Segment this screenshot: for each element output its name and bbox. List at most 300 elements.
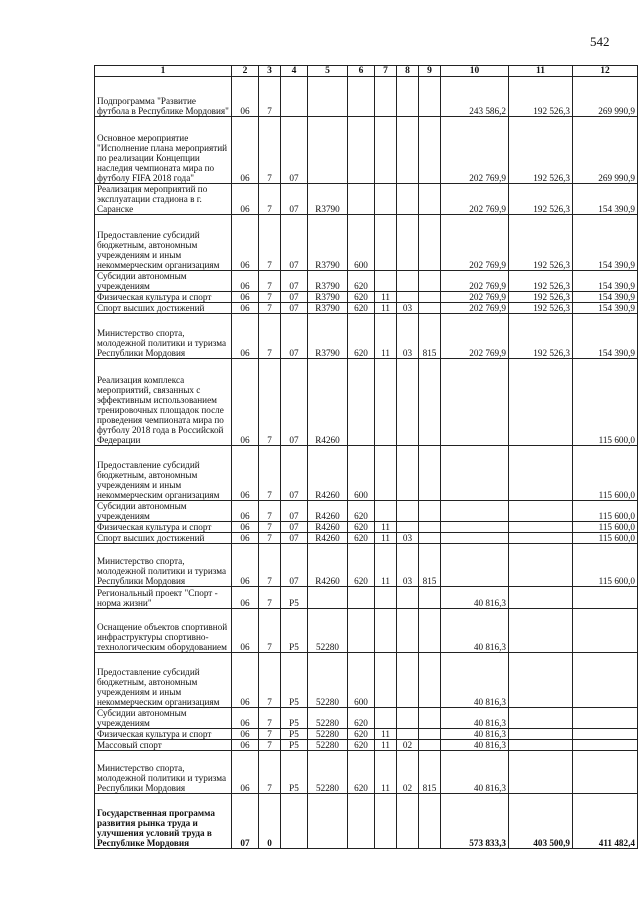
- amount-year-2: [509, 708, 573, 729]
- code-grbs: [419, 303, 441, 314]
- row-name: Предоставление субсидий бюджетным, автономным учреждениям и иным некоммерческим организациям: [95, 653, 232, 708]
- code-pp: 7: [259, 653, 281, 708]
- table-row: [95, 292, 638, 303]
- code-pr: [397, 522, 419, 533]
- code-direction: 52280: [308, 653, 348, 708]
- amount-year-2: [509, 587, 573, 609]
- code-pp: 7: [259, 184, 281, 215]
- code-om: 07: [281, 303, 308, 314]
- code-rz: 11: [375, 522, 397, 533]
- code-om: P5: [281, 729, 308, 740]
- amount-year-2: [509, 446, 573, 501]
- code-vr: 620: [348, 533, 375, 544]
- code-vr: 620: [348, 292, 375, 303]
- amount-year-1: 40 816,3: [441, 708, 509, 729]
- code-om: 07: [281, 359, 308, 446]
- code-rz: 11: [375, 751, 397, 794]
- row-name: Спорт высших достижений: [95, 533, 232, 544]
- code-gp: 06: [232, 501, 259, 522]
- amount-year-2: [509, 609, 573, 653]
- code-om: 07: [281, 117, 308, 184]
- code-rz: [375, 794, 397, 849]
- code-pr: [397, 215, 419, 271]
- amount-year-3: [573, 729, 638, 740]
- code-pr: 03: [397, 303, 419, 314]
- code-gp: 06: [232, 271, 259, 292]
- budget-table: [94, 65, 638, 849]
- amount-year-2: [509, 729, 573, 740]
- amount-year-1: 40 816,3: [441, 740, 509, 751]
- code-vr: 620: [348, 708, 375, 729]
- code-direction: R3790: [308, 292, 348, 303]
- row-name: Предоставление субсидий бюджетным, автономным учреждениям и иным некоммерческим организациям: [95, 446, 232, 501]
- code-direction: R4260: [308, 446, 348, 501]
- code-rz: [375, 117, 397, 184]
- code-grbs: [419, 729, 441, 740]
- row-name: Реализация мероприятий по эксплуатации стадиона в г. Саранске: [95, 184, 232, 215]
- amount-year-3: 269 990,9: [573, 77, 638, 117]
- row-name: Массовый спорт: [95, 740, 232, 751]
- code-om: 07: [281, 446, 308, 501]
- amount-year-1: 40 816,3: [441, 729, 509, 740]
- column-header: 3: [259, 66, 281, 77]
- amount-year-1: 40 816,3: [441, 587, 509, 609]
- table-row: [95, 77, 638, 117]
- code-pr: 03: [397, 544, 419, 587]
- code-pp: 7: [259, 501, 281, 522]
- code-rz: [375, 446, 397, 501]
- code-pp: 7: [259, 314, 281, 359]
- code-vr: 620: [348, 740, 375, 751]
- code-om: 07: [281, 184, 308, 215]
- column-header: 4: [281, 66, 308, 77]
- code-vr: 620: [348, 522, 375, 533]
- column-header: 12: [573, 66, 638, 77]
- amount-year-3: [573, 587, 638, 609]
- code-direction: 52280: [308, 751, 348, 794]
- code-pr: [397, 271, 419, 292]
- amount-year-1: 573 833,3: [441, 794, 509, 849]
- amount-year-3: 411 482,4: [573, 794, 638, 849]
- amount-year-2: [509, 653, 573, 708]
- column-header: 10: [441, 66, 509, 77]
- code-rz: 11: [375, 292, 397, 303]
- code-pp: 7: [259, 215, 281, 271]
- row-name: Спорт высших достижений: [95, 303, 232, 314]
- amount-year-1: 202 769,9: [441, 314, 509, 359]
- code-gp: 06: [232, 609, 259, 653]
- code-pp: 7: [259, 271, 281, 292]
- amount-year-2: [509, 740, 573, 751]
- code-pr: [397, 609, 419, 653]
- code-direction: R4260: [308, 533, 348, 544]
- amount-year-2: [509, 533, 573, 544]
- amount-year-1: 40 816,3: [441, 609, 509, 653]
- code-pp: 7: [259, 609, 281, 653]
- amount-year-3: [573, 653, 638, 708]
- amount-year-3: 154 390,9: [573, 271, 638, 292]
- row-name: Государственная программа развития рынка труда и улучшения условий труда в Республике Мордовия: [95, 794, 232, 849]
- code-pp: 7: [259, 359, 281, 446]
- row-name: Физическая культура и спорт: [95, 292, 232, 303]
- amount-year-2: [509, 359, 573, 446]
- code-grbs: [419, 359, 441, 446]
- amount-year-1: [441, 359, 509, 446]
- amount-year-1: [441, 501, 509, 522]
- code-direction: [308, 587, 348, 609]
- code-gp: 06: [232, 215, 259, 271]
- column-header: 2: [232, 66, 259, 77]
- code-rz: [375, 708, 397, 729]
- code-om: P5: [281, 751, 308, 794]
- code-vr: 620: [348, 314, 375, 359]
- code-pp: 7: [259, 544, 281, 587]
- code-pr: [397, 708, 419, 729]
- code-direction: R3790: [308, 271, 348, 292]
- code-grbs: [419, 609, 441, 653]
- code-rz: [375, 609, 397, 653]
- amount-year-3: [573, 609, 638, 653]
- code-direction: 52280: [308, 729, 348, 740]
- table-row: [95, 729, 638, 740]
- code-pr: [397, 794, 419, 849]
- amount-year-2: 192 526,3: [509, 292, 573, 303]
- amount-year-1: [441, 533, 509, 544]
- amount-year-3: 115 600,0: [573, 501, 638, 522]
- code-pr: [397, 184, 419, 215]
- code-vr: 620: [348, 729, 375, 740]
- column-header: 7: [375, 66, 397, 77]
- code-direction: R4260: [308, 359, 348, 446]
- amount-year-2: 192 526,3: [509, 314, 573, 359]
- code-pp: 7: [259, 587, 281, 609]
- row-name: Предоставление субсидий бюджетным, автономным учреждениям и иным некоммерческим организациям: [95, 215, 232, 271]
- table-row: [95, 751, 638, 794]
- code-grbs: [419, 184, 441, 215]
- row-name: Министерство спорта, молодежной политики и туризма Республики Мордовия: [95, 544, 232, 587]
- code-direction: R4260: [308, 501, 348, 522]
- code-pp: 7: [259, 77, 281, 117]
- code-vr: [348, 794, 375, 849]
- code-vr: [348, 359, 375, 446]
- code-pp: 7: [259, 303, 281, 314]
- code-gp: 06: [232, 708, 259, 729]
- amount-year-3: 154 390,9: [573, 303, 638, 314]
- code-pr: [397, 587, 419, 609]
- code-gp: 06: [232, 729, 259, 740]
- code-direction: 52280: [308, 740, 348, 751]
- amount-year-3: 115 600,0: [573, 522, 638, 533]
- amount-year-1: 40 816,3: [441, 653, 509, 708]
- code-direction: 52280: [308, 708, 348, 729]
- amount-year-3: [573, 740, 638, 751]
- code-grbs: 815: [419, 544, 441, 587]
- code-pr: [397, 117, 419, 184]
- code-gp: 06: [232, 751, 259, 794]
- code-rz: 11: [375, 314, 397, 359]
- code-gp: 06: [232, 303, 259, 314]
- amount-year-2: [509, 522, 573, 533]
- row-name: Министерство спорта, молодежной политики и туризма Республики Мордовия: [95, 314, 232, 359]
- code-gp: 06: [232, 446, 259, 501]
- row-name: Региональный проект "Спорт - норма жизни": [95, 587, 232, 609]
- code-pr: [397, 359, 419, 446]
- code-vr: [348, 587, 375, 609]
- table-row: [95, 184, 638, 215]
- code-vr: 600: [348, 215, 375, 271]
- page-number: 542: [590, 34, 610, 49]
- row-name: Физическая культура и спорт: [95, 522, 232, 533]
- code-vr: 620: [348, 303, 375, 314]
- code-pr: 02: [397, 740, 419, 751]
- code-grbs: [419, 292, 441, 303]
- code-direction: 52280: [308, 609, 348, 653]
- code-gp: 06: [232, 587, 259, 609]
- code-pp: 0: [259, 794, 281, 849]
- code-vr: [348, 77, 375, 117]
- table-row: [95, 359, 638, 446]
- code-direction: R4260: [308, 522, 348, 533]
- code-gp: 06: [232, 522, 259, 533]
- code-vr: [348, 184, 375, 215]
- table-row: [95, 446, 638, 501]
- row-name: Субсидии автономным учреждениям: [95, 271, 232, 292]
- amount-year-1: 202 769,9: [441, 271, 509, 292]
- code-rz: 11: [375, 544, 397, 587]
- code-vr: 620: [348, 544, 375, 587]
- table-row: [95, 544, 638, 587]
- code-rz: [375, 77, 397, 117]
- amount-year-3: 154 390,9: [573, 314, 638, 359]
- code-rz: 11: [375, 303, 397, 314]
- code-grbs: [419, 215, 441, 271]
- code-rz: [375, 184, 397, 215]
- header-row: [95, 66, 638, 77]
- amount-year-1: 40 816,3: [441, 751, 509, 794]
- code-pp: 7: [259, 117, 281, 184]
- code-pp: 7: [259, 729, 281, 740]
- code-vr: 620: [348, 271, 375, 292]
- amount-year-3: 154 390,9: [573, 215, 638, 271]
- code-pr: 03: [397, 533, 419, 544]
- amount-year-2: 403 500,9: [509, 794, 573, 849]
- table-row: [95, 794, 638, 849]
- code-om: [281, 77, 308, 117]
- row-name: Оснащение объектов спортивной инфраструктуры спортивно-технологическим оборудованием: [95, 609, 232, 653]
- row-name: Физическая культура и спорт: [95, 729, 232, 740]
- code-om: 07: [281, 314, 308, 359]
- code-grbs: [419, 708, 441, 729]
- amount-year-1: 202 769,9: [441, 184, 509, 215]
- code-pp: 7: [259, 751, 281, 794]
- code-rz: [375, 359, 397, 446]
- table-row: [95, 653, 638, 708]
- row-name: Министерство спорта, молодежной политики и туризма Республики Мордовия: [95, 751, 232, 794]
- code-rz: 11: [375, 729, 397, 740]
- code-direction: R4260: [308, 544, 348, 587]
- code-gp: 06: [232, 77, 259, 117]
- amount-year-2: 192 526,3: [509, 271, 573, 292]
- code-gp: 06: [232, 314, 259, 359]
- code-om: 07: [281, 544, 308, 587]
- code-vr: 600: [348, 653, 375, 708]
- code-om: P5: [281, 587, 308, 609]
- code-rz: 11: [375, 740, 397, 751]
- amount-year-3: 154 390,9: [573, 292, 638, 303]
- code-pp: 7: [259, 522, 281, 533]
- code-pr: [397, 729, 419, 740]
- code-pr: 03: [397, 314, 419, 359]
- code-grbs: [419, 446, 441, 501]
- code-gp: 07: [232, 794, 259, 849]
- code-om: P5: [281, 609, 308, 653]
- table-row: [95, 740, 638, 751]
- code-om: P5: [281, 740, 308, 751]
- amount-year-3: [573, 708, 638, 729]
- code-grbs: [419, 271, 441, 292]
- column-header: 5: [308, 66, 348, 77]
- code-pr: [397, 446, 419, 501]
- code-om: [281, 794, 308, 849]
- code-grbs: [419, 740, 441, 751]
- code-om: 07: [281, 533, 308, 544]
- row-name: Субсидии автономным учреждениям: [95, 708, 232, 729]
- code-om: 07: [281, 522, 308, 533]
- code-vr: 620: [348, 501, 375, 522]
- row-name: Субсидии автономным учреждениям: [95, 501, 232, 522]
- amount-year-1: [441, 522, 509, 533]
- code-rz: [375, 215, 397, 271]
- code-vr: [348, 117, 375, 184]
- amount-year-1: [441, 446, 509, 501]
- code-direction: R3790: [308, 215, 348, 271]
- code-grbs: [419, 522, 441, 533]
- code-rz: [375, 271, 397, 292]
- code-om: P5: [281, 653, 308, 708]
- code-grbs: [419, 587, 441, 609]
- amount-year-1: 202 769,9: [441, 215, 509, 271]
- table-row: [95, 314, 638, 359]
- row-name: Основное мероприятие "Исполнение плана мероприятий по реализации Концепции наследия чемпионата мира по футболу FIFA 2018 года": [95, 117, 232, 184]
- code-pr: 02: [397, 751, 419, 794]
- row-name: Реализация комплекса мероприятий, связанных с эффективным использованием тренировочных площадок после проведения чемпионата мира по футболу 2018 года в Российской Федерации: [95, 359, 232, 446]
- code-grbs: [419, 533, 441, 544]
- code-pp: 7: [259, 533, 281, 544]
- table-row: [95, 708, 638, 729]
- code-pp: 7: [259, 740, 281, 751]
- code-om: P5: [281, 708, 308, 729]
- code-om: 07: [281, 292, 308, 303]
- code-pr: [397, 653, 419, 708]
- column-header: 8: [397, 66, 419, 77]
- amount-year-2: [509, 544, 573, 587]
- code-grbs: [419, 77, 441, 117]
- code-vr: [348, 609, 375, 653]
- amount-year-2: [509, 751, 573, 794]
- code-direction: [308, 794, 348, 849]
- amount-year-1: [441, 544, 509, 587]
- code-gp: 06: [232, 740, 259, 751]
- table-row: [95, 271, 638, 292]
- column-header: 1: [95, 66, 232, 77]
- amount-year-2: [509, 501, 573, 522]
- amount-year-3: 115 600,0: [573, 359, 638, 446]
- code-direction: [308, 77, 348, 117]
- code-gp: 06: [232, 653, 259, 708]
- code-gp: 06: [232, 184, 259, 215]
- code-pp: 7: [259, 446, 281, 501]
- code-grbs: [419, 117, 441, 184]
- amount-year-3: 269 990,9: [573, 117, 638, 184]
- column-header: 9: [419, 66, 441, 77]
- column-header: 11: [509, 66, 573, 77]
- code-gp: 06: [232, 544, 259, 587]
- amount-year-2: 192 526,3: [509, 215, 573, 271]
- code-rz: [375, 653, 397, 708]
- code-pr: [397, 501, 419, 522]
- code-direction: R3790: [308, 184, 348, 215]
- code-pp: 7: [259, 292, 281, 303]
- column-header: 6: [348, 66, 375, 77]
- code-grbs: [419, 653, 441, 708]
- code-direction: [308, 117, 348, 184]
- table-row: [95, 117, 638, 184]
- row-name: Подпрограмма "Развитие футбола в Республике Мордовия": [95, 77, 232, 117]
- amount-year-1: 202 769,9: [441, 303, 509, 314]
- amount-year-2: 192 526,3: [509, 303, 573, 314]
- amount-year-2: 192 526,3: [509, 77, 573, 117]
- amount-year-3: 115 600,0: [573, 544, 638, 587]
- code-vr: 620: [348, 751, 375, 794]
- table-row: [95, 501, 638, 522]
- amount-year-2: 192 526,3: [509, 184, 573, 215]
- code-grbs: 815: [419, 751, 441, 794]
- code-om: 07: [281, 215, 308, 271]
- code-gp: 06: [232, 117, 259, 184]
- code-direction: R3790: [308, 303, 348, 314]
- code-rz: 11: [375, 533, 397, 544]
- code-gp: 06: [232, 292, 259, 303]
- code-gp: 06: [232, 533, 259, 544]
- amount-year-3: 115 600,0: [573, 446, 638, 501]
- amount-year-3: 115 600,0: [573, 533, 638, 544]
- table-row: [95, 533, 638, 544]
- code-grbs: 815: [419, 314, 441, 359]
- code-grbs: [419, 501, 441, 522]
- code-gp: 06: [232, 359, 259, 446]
- table-row: [95, 303, 638, 314]
- code-vr: 600: [348, 446, 375, 501]
- code-rz: [375, 501, 397, 522]
- amount-year-1: 202 769,9: [441, 117, 509, 184]
- code-pr: [397, 77, 419, 117]
- code-om: 07: [281, 501, 308, 522]
- table-row: [95, 587, 638, 609]
- code-pp: 7: [259, 708, 281, 729]
- table-row: [95, 215, 638, 271]
- code-pr: [397, 292, 419, 303]
- amount-year-1: 243 586,2: [441, 77, 509, 117]
- code-rz: [375, 587, 397, 609]
- table-row: [95, 609, 638, 653]
- table-row: [95, 522, 638, 533]
- code-direction: R3790: [308, 314, 348, 359]
- amount-year-3: [573, 751, 638, 794]
- amount-year-2: 192 526,3: [509, 117, 573, 184]
- code-grbs: [419, 794, 441, 849]
- amount-year-3: 154 390,9: [573, 184, 638, 215]
- amount-year-1: 202 769,9: [441, 292, 509, 303]
